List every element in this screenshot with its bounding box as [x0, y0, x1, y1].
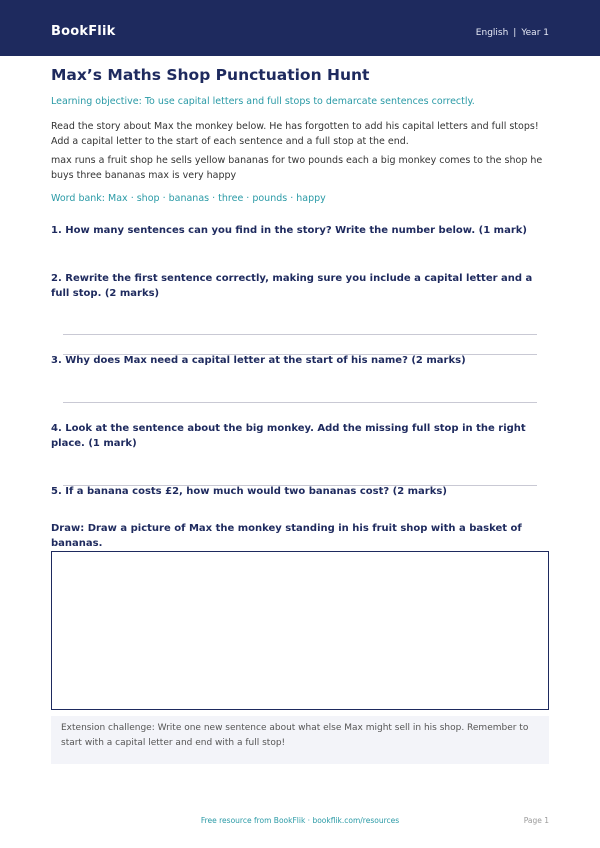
extension-challenge: Extension challenge: Write one new sentence about what else Max might sell in his shop. Remember to start with a capital letter and end with a full stop! [51, 716, 549, 764]
story-text: max runs a fruit shop he sells yellow bananas for two pounds each a big monkey comes to the shop he buys three bananas max is very happy [51, 155, 543, 181]
subject-label: English [475, 28, 509, 38]
separator: | [513, 28, 517, 38]
draw-prompt: Draw: Draw a picture of Max the monkey standing in his fruit shop with a basket of bananas. [51, 523, 522, 549]
question-1: 1. How many sentences can you find in the story? Write the number below. (1 mark) [51, 225, 528, 236]
instructions-text: Read the story about Max the monkey below. He has forgotten to add his capital letters and full stops! Add a capital letter to the start of each sentence and a full stop at the end. [51, 121, 539, 147]
question-5: 5. If a banana costs £2, how much would two bananas cost? (2 marks) [51, 486, 447, 497]
answer-line[interactable] [63, 402, 537, 403]
subject-year-label [476, 28, 549, 38]
worksheet-title: Max’s Maths Shop Punctuation Hunt [51, 66, 370, 84]
learning-objective: Learning objective: To use capital letters and full stops to demarcate sentences correctly. [51, 96, 475, 107]
question-3: 3. Why does Max need a capital letter at the start of his name? (2 marks) [51, 355, 466, 366]
brand-logo: BookFlik [51, 24, 116, 39]
answer-line[interactable] [63, 334, 537, 335]
footer-credit: Free resource from BookFlik · bookflik.com/resources [200, 816, 400, 825]
question-4: 4. Look at the sentence about the big monkey. Add the missing full stop in the right place. (1 mark) [51, 423, 526, 449]
question-2: 2. Rewrite the first sentence correctly, making sure you include a capital letter and a full stop. (2 marks) [51, 273, 533, 299]
year-label: Year 1 [521, 28, 549, 38]
page-header [0, 0, 600, 56]
drawing-box[interactable] [51, 551, 549, 710]
word-bank: Word bank: Max · shop · bananas · three · pounds · happy [51, 193, 326, 204]
page-number: Page 1 [523, 816, 549, 825]
